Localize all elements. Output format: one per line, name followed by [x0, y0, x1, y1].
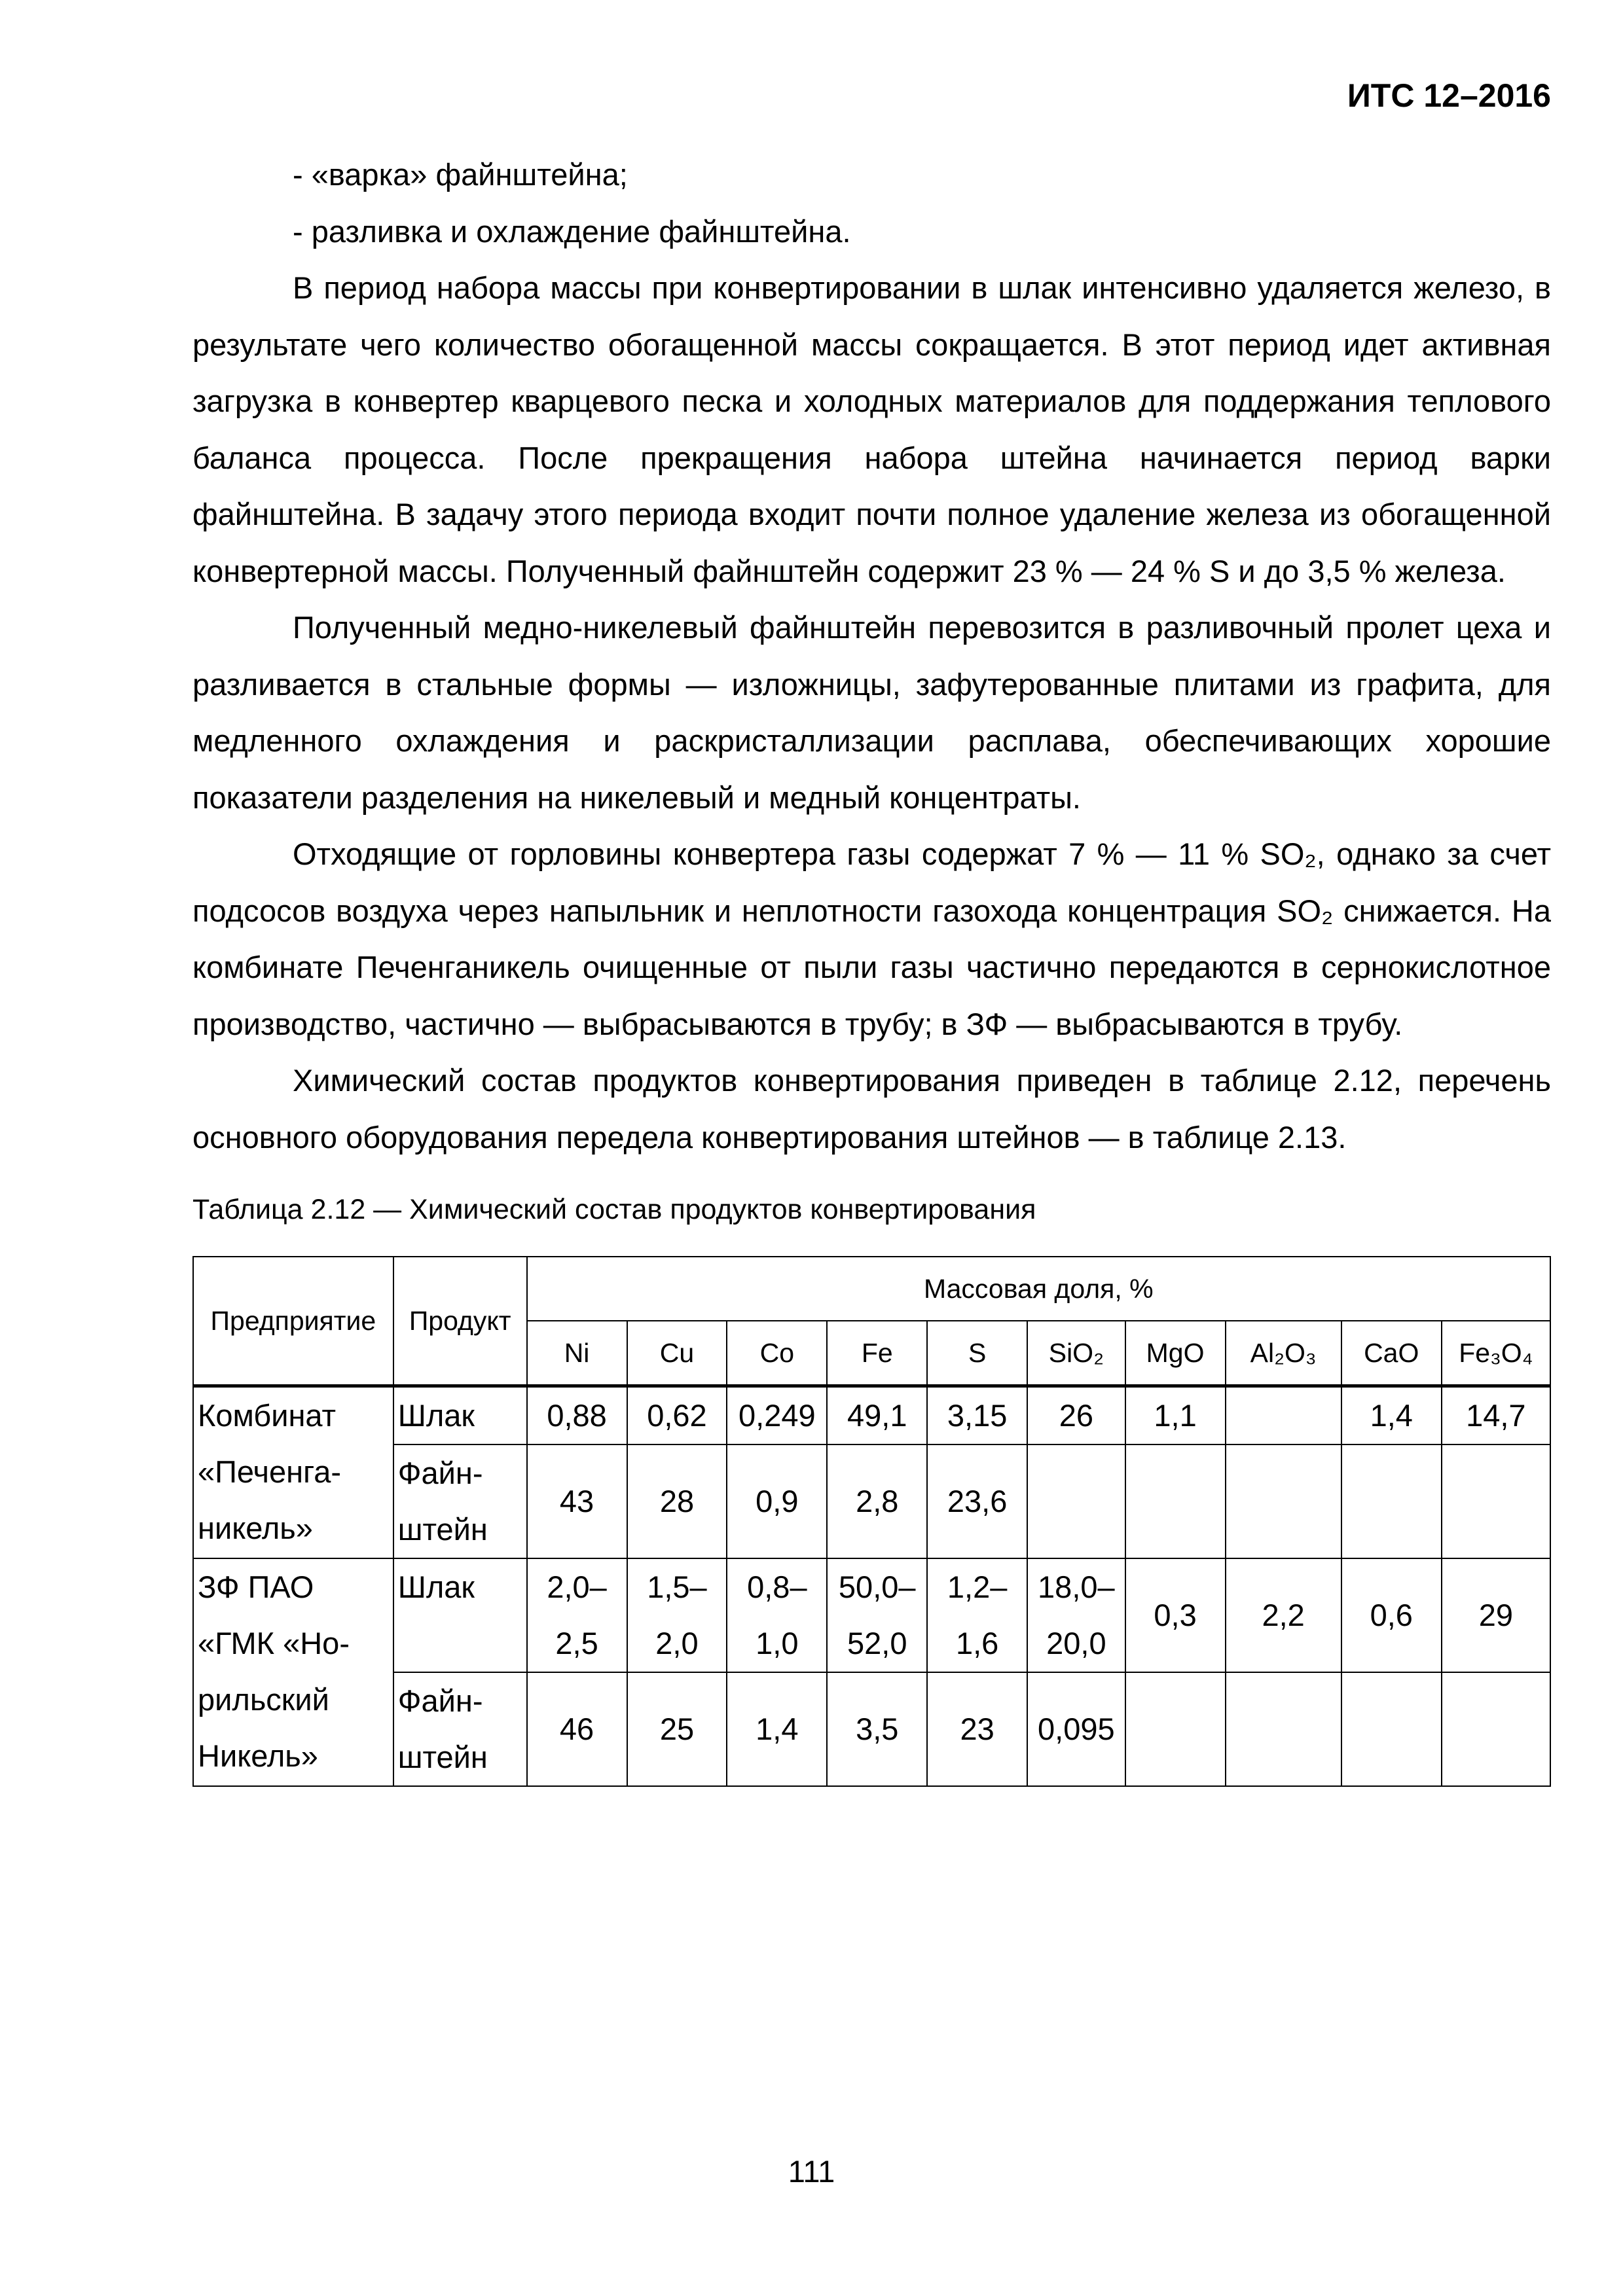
table-caption: Таблица 2.12 — Химический состав продуктов конвертирования	[192, 1194, 1036, 1225]
table-row	[193, 1386, 1550, 1445]
paragraph: Химический состав продуктов конвертирования приведен в таблице 2.12, перечень основного оборудования передела конвертирования штейнов — в таблице 2.13.	[192, 1063, 1551, 1155]
value-cell	[1341, 1444, 1442, 1558]
value-cell	[1027, 1444, 1125, 1558]
value-cell	[1125, 1444, 1226, 1558]
list-item: - «варка» файнштейна;	[293, 157, 628, 192]
page-number: 111	[788, 2154, 835, 2189]
value-cell: 28	[627, 1444, 727, 1558]
value-cell	[1125, 1672, 1226, 1786]
value-cell: 14,7	[1442, 1386, 1550, 1445]
value-cell: 25	[627, 1672, 727, 1786]
value-cell: 2,2	[1226, 1558, 1341, 1672]
value-cell: 23,6	[927, 1444, 1027, 1558]
paragraph: Полученный медно-никелевый файнштейн перевозится в разливочный пролет цеха и разливается в стальные формы — изложницы, зафутерованные плитами из графита, для медленного охлаждения и раскристаллизации расплава, обеспечивающих хорошие показатели разделения на никелевый и медный концентраты.	[192, 610, 1551, 815]
value-cell: 1,4	[1341, 1386, 1442, 1445]
chemical-composition-table	[192, 1256, 1551, 1787]
value-cell: 0,6	[1341, 1558, 1442, 1672]
header-element: MgO	[1125, 1321, 1226, 1386]
range-cell: 2,0– 2,5	[527, 1558, 627, 1672]
value-cell: 0,3	[1125, 1558, 1226, 1672]
header-enterprise: Предприятие	[193, 1257, 393, 1386]
value-cell: 0,62	[627, 1386, 727, 1445]
product-cell: Файн- штейн	[393, 1672, 527, 1786]
range-cell: 0,8– 1,0	[727, 1558, 827, 1672]
header-element: Al₂O₃	[1226, 1321, 1341, 1386]
value-cell: 23	[927, 1672, 1027, 1786]
header-element: S	[927, 1321, 1027, 1386]
value-cell: 0,88	[527, 1386, 627, 1445]
table-row	[193, 1558, 1550, 1672]
range-cell: 50,0– 52,0	[827, 1558, 927, 1672]
table-row	[193, 1444, 1550, 1558]
value-cell	[1226, 1444, 1341, 1558]
value-cell	[1226, 1672, 1341, 1786]
header-element: Ni	[527, 1321, 627, 1386]
product-cell: Файн- штейн	[393, 1444, 527, 1558]
value-cell: 43	[527, 1444, 627, 1558]
value-cell: 0,9	[727, 1444, 827, 1558]
table-row	[193, 1672, 1550, 1786]
header-element: Co	[727, 1321, 827, 1386]
product-cell: Шлак	[393, 1558, 527, 1672]
enterprise-cell: Комбинат «Печенга- никель»	[193, 1386, 393, 1559]
header-mass-fraction: Массовая доля, %	[527, 1257, 1550, 1321]
value-cell: 46	[527, 1672, 627, 1786]
value-cell: 1,4	[727, 1672, 827, 1786]
value-cell: 1,1	[1125, 1386, 1226, 1445]
header-element: SiO₂	[1027, 1321, 1125, 1386]
value-cell: 3,15	[927, 1386, 1027, 1445]
header-element: CaO	[1341, 1321, 1442, 1386]
paragraph: Отходящие от горловины конвертера газы содержат 7 % — 11 % SO₂, однако за счет подсосов воздуха через напыльник и неплотности газохода концентрация SO₂ снижается. На комбинате Печенганикель очищенные от пыли газы частично передаются в сернокислотное производство, частично — выбрасываются в трубу; в ЗФ — выбрасываются в трубу.	[192, 836, 1551, 1041]
value-cell	[1442, 1444, 1550, 1558]
value-cell: 2,8	[827, 1444, 927, 1558]
header-element: Cu	[627, 1321, 727, 1386]
paragraph: В период набора массы при конвертировании в шлак интенсивно удаляется железо, в результате чего количество обогащенной массы сокращается. В этот период идет активная загрузка в конвертер кварцевого песка и холодных материалов для поддержания теплового баланса процесса. После прекращения набора штейна начинается период варки файнштейна. В задачу этого периода входит почти полное удаление железа из обогащенной конвертерной массы. Полученный файнштейн содержит 23 % — 24 % S и до 3,5 % железа.	[192, 270, 1551, 588]
value-cell: 26	[1027, 1386, 1125, 1445]
range-cell: 1,2– 1,6	[927, 1558, 1027, 1672]
document-code: ИТС 12–2016	[1347, 77, 1551, 114]
value-cell	[1226, 1386, 1341, 1445]
value-cell: 3,5	[827, 1672, 927, 1786]
range-cell: 1,5– 2,0	[627, 1558, 727, 1672]
value-cell: 49,1	[827, 1386, 927, 1445]
product-cell: Шлак	[393, 1386, 527, 1445]
value-cell	[1341, 1672, 1442, 1786]
page-content	[192, 147, 1551, 1787]
list-item: - разливка и охлаждение файнштейна.	[293, 213, 851, 249]
header-product: Продукт	[393, 1257, 527, 1386]
range-cell: 18,0– 20,0	[1027, 1558, 1125, 1672]
value-cell: 0,095	[1027, 1672, 1125, 1786]
value-cell: 0,249	[727, 1386, 827, 1445]
header-element: Fe	[827, 1321, 927, 1386]
header-element: Fe₃O₄	[1442, 1321, 1550, 1386]
enterprise-cell: ЗФ ПАО «ГМК «Но- рильский Никель»	[193, 1558, 393, 1786]
value-cell	[1442, 1672, 1550, 1786]
value-cell: 29	[1442, 1558, 1550, 1672]
